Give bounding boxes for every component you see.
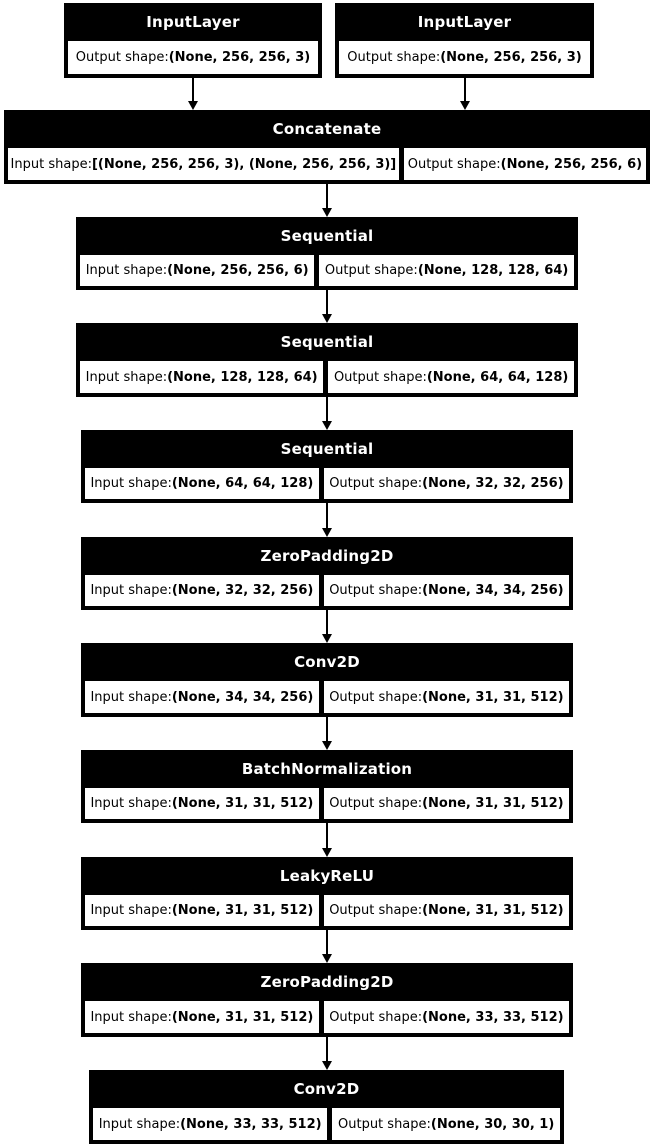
layer-node-concatenate	[4, 110, 650, 184]
shape-value: (None, 32, 32, 256)	[171, 583, 314, 598]
layer-title: LeakyReLU	[279, 866, 375, 885]
shape-value: (None, 31, 31, 512)	[422, 689, 564, 705]
input-shape-cell	[84, 574, 320, 607]
shape-label: Input shape:	[90, 583, 172, 598]
input-shape-cell	[79, 254, 315, 287]
edge-arrow	[188, 78, 198, 110]
shape-label: Output shape:	[75, 50, 169, 65]
input-shape-cell	[79, 360, 324, 394]
output-shape-cell	[323, 787, 570, 820]
shape-label: Output shape:	[329, 1009, 423, 1025]
edge-arrow	[322, 397, 332, 430]
arrowhead-icon	[322, 848, 332, 857]
shape-value: (None, 31, 31, 512)	[171, 1009, 314, 1025]
arrowhead-icon	[322, 528, 332, 537]
output-shape-cell	[338, 40, 591, 75]
layer-title: InputLayer	[146, 12, 240, 31]
layer-node-sequential-3	[81, 430, 573, 503]
layer-title: ZeroPadding2D	[260, 972, 394, 991]
shape-value: (None, 33, 33, 512)	[180, 1116, 322, 1132]
input-shape-cell	[84, 894, 320, 927]
shape-value: (None, 32, 32, 256)	[422, 476, 564, 491]
arrowhead-icon	[322, 208, 332, 217]
layer-title: Sequential	[280, 332, 374, 351]
shape-value: (None, 34, 34, 256)	[422, 583, 564, 598]
edge-arrow	[322, 930, 332, 963]
layer-node-leaky-relu	[81, 857, 573, 930]
output-shape-cell	[323, 574, 570, 607]
arrowhead-icon	[322, 421, 332, 430]
input-shape-cell	[7, 147, 400, 181]
shape-label: Input shape:	[98, 1116, 181, 1132]
arrowhead-icon	[322, 741, 332, 750]
shape-label: Input shape:	[90, 689, 172, 705]
arrowhead-icon	[322, 954, 332, 963]
layer-title: BatchNormalization	[241, 759, 413, 778]
arrowhead-icon	[322, 1061, 332, 1070]
shape-label: Output shape:	[329, 796, 423, 811]
input-shape-cell	[84, 787, 320, 820]
shape-label: Input shape:	[90, 796, 172, 811]
shape-label: Input shape:	[10, 156, 92, 172]
edge-arrow	[322, 610, 332, 643]
arrowhead-icon	[322, 634, 332, 643]
arrow-stem	[326, 503, 328, 529]
layer-node-conv2d-1	[81, 643, 573, 717]
arrow-stem	[326, 397, 328, 422]
layer-title: Conv2D	[294, 652, 360, 671]
edge-arrow	[322, 823, 332, 857]
input-shape-cell	[84, 1000, 320, 1034]
arrow-stem	[326, 1037, 328, 1062]
layer-node-sequential-2	[76, 323, 578, 397]
shape-value: (None, 31, 31, 512)	[171, 903, 314, 918]
arrowhead-icon	[322, 314, 332, 323]
edge-arrow	[322, 290, 332, 323]
shape-label: Input shape:	[90, 476, 172, 491]
arrow-stem	[326, 610, 328, 635]
layer-node-input-layer-1	[64, 3, 322, 78]
layer-node-zero-padding-2	[81, 963, 573, 1037]
arrow-stem	[326, 930, 328, 955]
layer-node-batch-normalization	[81, 750, 573, 823]
shape-value: (None, 256, 256, 6)	[167, 263, 309, 278]
edge-arrow	[322, 503, 332, 537]
shape-label: Input shape:	[85, 263, 168, 278]
arrow-stem	[326, 823, 328, 849]
arrow-stem	[464, 78, 466, 102]
arrowhead-icon	[188, 101, 198, 110]
shape-label: Output shape:	[329, 583, 423, 598]
output-shape-cell	[318, 254, 575, 287]
shape-label: Output shape:	[338, 1116, 431, 1132]
shape-label: Output shape:	[333, 369, 427, 385]
edge-arrow	[460, 78, 470, 110]
layer-title: Sequential	[280, 226, 374, 245]
shape-value: (None, 31, 31, 512)	[422, 903, 564, 918]
layer-title: InputLayer	[417, 12, 512, 31]
shape-label: Output shape:	[324, 263, 418, 278]
edge-arrow	[322, 184, 332, 217]
shape-label: Input shape:	[90, 903, 172, 918]
layer-title: Conv2D	[293, 1079, 360, 1098]
shape-value: (None, 256, 256, 3)	[168, 50, 311, 65]
layer-title: Concatenate	[272, 119, 382, 138]
shape-value: (None, 34, 34, 256)	[171, 689, 314, 705]
input-shape-cell	[84, 467, 320, 500]
layer-title: Sequential	[280, 439, 374, 458]
arrow-stem	[326, 184, 328, 209]
input-shape-cell	[92, 1107, 328, 1141]
layer-node-conv2d-2	[89, 1070, 564, 1144]
shape-label: Output shape:	[329, 476, 423, 491]
shape-value: [(None, 256, 256, 3), (None, 256, 256, 3)]	[91, 156, 397, 172]
layer-title: ZeroPadding2D	[260, 546, 394, 565]
edge-arrow	[322, 717, 332, 750]
output-shape-cell	[323, 680, 570, 714]
output-shape-cell	[403, 147, 647, 181]
layer-node-sequential-1	[76, 217, 578, 290]
shape-value: (None, 128, 128, 64)	[167, 369, 318, 385]
shape-value: (None, 33, 33, 512)	[422, 1009, 564, 1025]
shape-value: (None, 31, 31, 512)	[171, 796, 314, 811]
shape-value: (None, 30, 30, 1)	[430, 1116, 555, 1132]
arrow-stem	[326, 717, 328, 742]
output-shape-cell	[327, 360, 575, 394]
edge-arrow	[322, 1037, 332, 1070]
shape-label: Output shape:	[347, 50, 441, 65]
shape-value: (None, 256, 256, 6)	[500, 156, 643, 172]
output-shape-cell	[323, 467, 570, 500]
shape-label: Output shape:	[329, 903, 423, 918]
shape-label: Output shape:	[329, 689, 423, 705]
arrowhead-icon	[460, 101, 470, 110]
input-shape-cell	[84, 680, 320, 714]
output-shape-cell	[323, 894, 570, 927]
shape-value: (None, 64, 64, 128)	[426, 369, 569, 385]
output-shape-cell	[67, 40, 319, 75]
shape-value: (None, 256, 256, 3)	[440, 50, 582, 65]
shape-label: Input shape:	[85, 369, 168, 385]
shape-label: Input shape:	[90, 1009, 172, 1025]
shape-value: (None, 31, 31, 512)	[422, 796, 564, 811]
arrow-stem	[192, 78, 194, 102]
shape-label: Output shape:	[407, 156, 501, 172]
output-shape-cell	[331, 1107, 561, 1141]
layer-node-input-layer-2	[335, 3, 594, 78]
output-shape-cell	[323, 1000, 570, 1034]
arrow-stem	[326, 290, 328, 315]
layer-node-zero-padding-1	[81, 537, 573, 610]
shape-value: (None, 128, 128, 64)	[417, 263, 569, 278]
shape-value: (None, 64, 64, 128)	[171, 476, 314, 491]
